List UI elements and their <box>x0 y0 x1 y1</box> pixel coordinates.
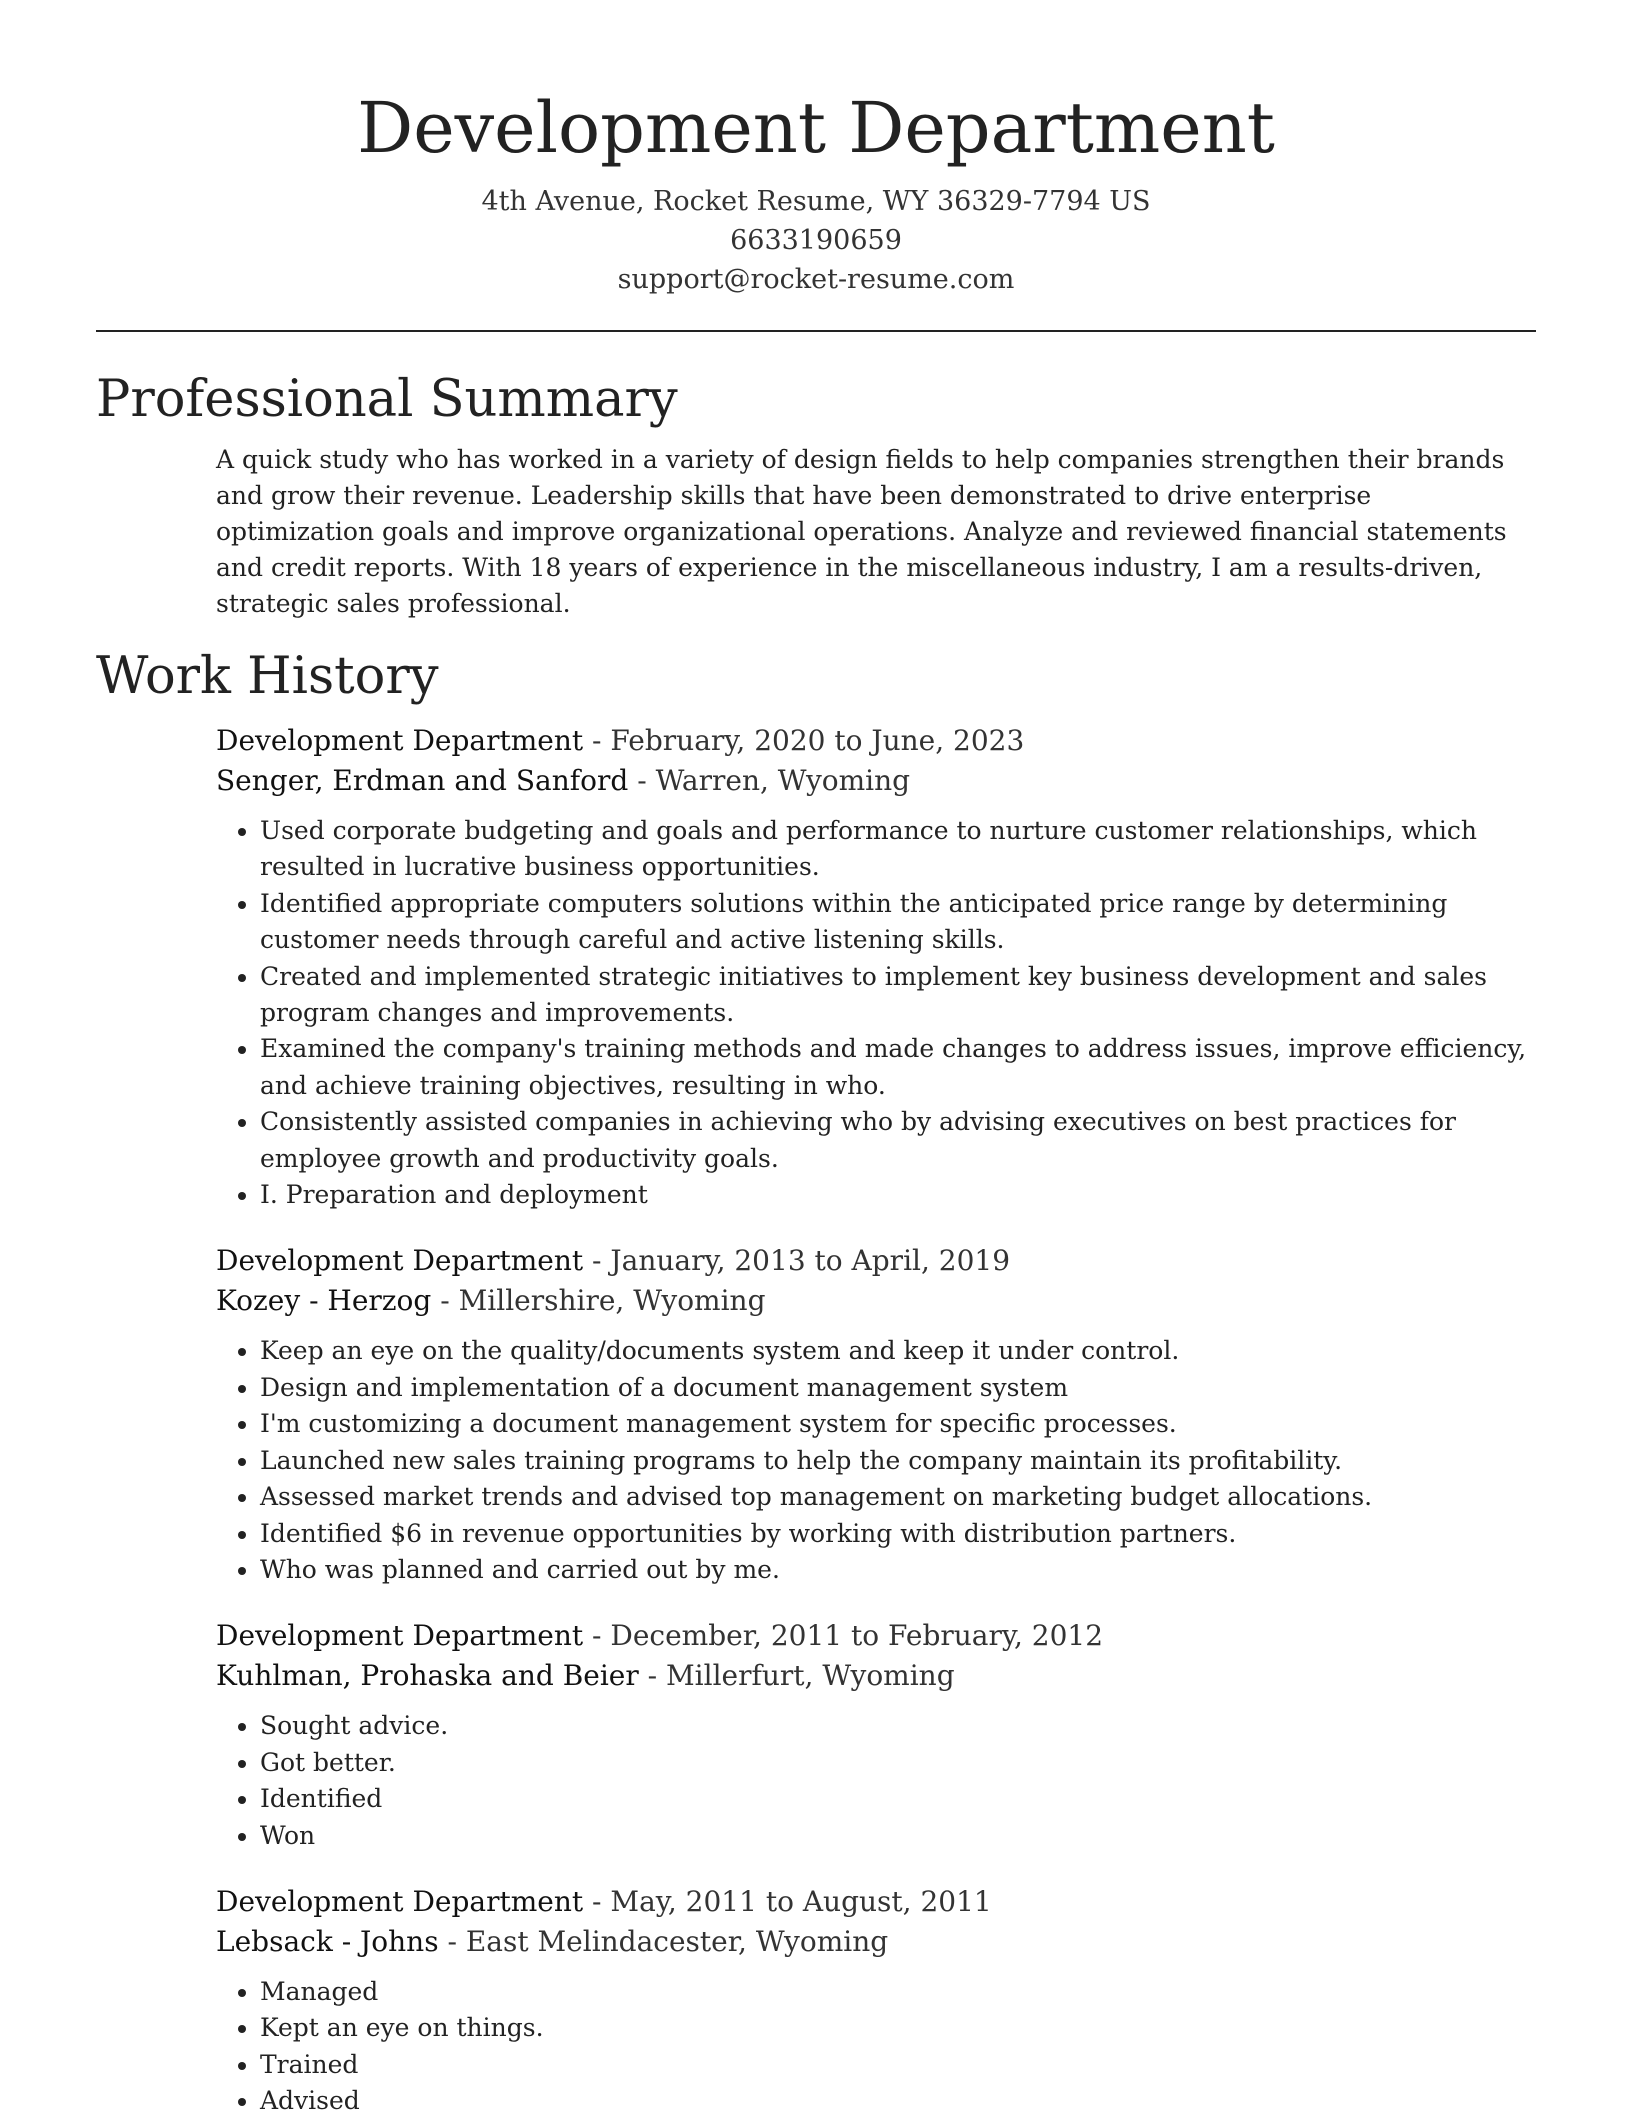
job-duties <box>216 1708 1536 1854</box>
job-dates: February, 2020 to June, 2023 <box>610 724 1025 757</box>
job-entry <box>216 1616 1536 1854</box>
job-separator: - <box>628 764 656 797</box>
job-position: Development Department <box>216 1244 584 1278</box>
job-title-line <box>216 1882 1536 1922</box>
job-location: Millerfurt, Wyoming <box>666 1659 955 1693</box>
duty-item: • Won <box>260 1818 1536 1854</box>
duty-item: • Created and implemented strategic initiatives to implement key business development and sales program changes and improvements. <box>260 959 1536 1032</box>
job-separator: - <box>583 724 611 757</box>
job-position: Development Department <box>216 1619 584 1653</box>
job-separator: - <box>431 1284 459 1318</box>
duty-item: • Got better. <box>260 1745 1536 1781</box>
contact-address: 4th Avenue, Rocket Resume, WY 36329-7794 US <box>481 186 1151 217</box>
job-title-line <box>216 1616 1536 1656</box>
job-separator: - <box>638 1659 667 1693</box>
job-title-line <box>216 721 1536 761</box>
duty-item: • Consistently assisted companies in achieving who by advising executives on best practices for employee growth and productivity goals. <box>260 1104 1536 1177</box>
resume-header <box>96 0 1536 299</box>
contact-block <box>96 182 1536 299</box>
duty-item: • Keep an eye on the quality/documents system and keep it under control. <box>260 1333 1536 1369</box>
contact-email: support@rocket-resume.com <box>617 264 1015 295</box>
duty-item: • Sought advice. <box>260 1708 1536 1744</box>
duty-item: • Launched new sales training programs to help the company maintain its profitability. <box>260 1443 1536 1479</box>
duty-item: • Identified <box>260 1781 1536 1817</box>
duty-item: • I'm customizing a document management system for specific processes. <box>260 1406 1536 1442</box>
duty-item: • Trained <box>260 2047 1536 2083</box>
work-history-heading: Work History <box>96 647 439 706</box>
job-duties <box>216 813 1536 1213</box>
header-divider <box>96 330 1536 332</box>
job-company: Senger, Erdman and Sanford <box>216 764 629 797</box>
duty-item: • Kept an eye on things. <box>260 2010 1536 2046</box>
duty-item: • Used corporate budgeting and goals and performance to nurture customer relationships, which resulted in lucrative business opportunities. <box>260 813 1536 886</box>
duty-item: • Design and implementation of a document management system <box>260 1370 1536 1406</box>
job-company: Kuhlman, Prohaska and Beier <box>216 1659 639 1693</box>
job-separator: - <box>583 1884 611 1918</box>
job-separator: - <box>438 1924 466 1958</box>
duty-item: • Identified appropriate computers solutions within the anticipated price range by determining customer needs through careful and active listening skills. <box>260 886 1536 959</box>
duty-item: • I. Preparation and deployment <box>260 1177 1536 1213</box>
summary-text: A quick study who has worked in a variety of design fields to help companies strengthen their brands and grow their revenue. Leadership skills that have been demonstrated to drive enterprise optimization goals and improve organizational operations. Analyze and reviewed financial statements and credit reports. With 18 years of experience in the miscellaneous industry, I am a results-driven, strategic sales professional. <box>216 445 1507 618</box>
summary-heading: Professional Summary <box>96 370 678 429</box>
duty-item: • Assessed market trends and advised top management on marketing budget allocations. <box>260 1479 1536 1515</box>
contact-phone: 6633190659 <box>730 225 902 256</box>
job-duties <box>216 1974 1536 2120</box>
job-duties <box>216 1333 1536 1588</box>
job-location: East Melindacester, Wyoming <box>465 1924 889 1958</box>
job-entry <box>216 1241 1536 1588</box>
job-position: Development Department <box>216 1884 584 1918</box>
candidate-name: Development Department <box>357 87 1275 169</box>
duty-item: • Identified $6 in revenue opportunities by working with distribution partners. <box>260 1516 1536 1552</box>
job-company-line <box>216 1281 1536 1321</box>
job-title-line <box>216 1241 1536 1281</box>
job-dates: May, 2011 to August, 2011 <box>610 1884 992 1918</box>
duty-item: • Examined the company's training methods and made changes to address issues, improve efficiency, and achieve training objectives, resulting in who. <box>260 1031 1536 1104</box>
resume-page <box>96 0 1536 2120</box>
duty-item: • Who was planned and carried out by me. <box>260 1552 1536 1588</box>
job-company-line <box>216 1922 1536 1962</box>
duty-item: • Managed <box>260 1974 1536 2010</box>
job-company: Lebsack - Johns <box>216 1924 439 1958</box>
job-separator: - <box>583 1619 611 1653</box>
job-position: Development Department <box>216 724 584 757</box>
job-company: Kozey - Herzog <box>216 1284 432 1318</box>
job-location: Millershire, Wyoming <box>458 1284 766 1318</box>
job-entry <box>216 1882 1536 2120</box>
job-entry <box>216 721 1536 1213</box>
job-dates: January, 2013 to April, 2019 <box>610 1244 1011 1278</box>
job-company-line <box>216 761 1536 801</box>
job-separator: - <box>583 1244 611 1278</box>
job-dates: December, 2011 to February, 2012 <box>610 1619 1104 1653</box>
work-history-list <box>216 721 1536 2120</box>
job-company-line <box>216 1656 1536 1696</box>
duty-item: • Advised <box>260 2083 1536 2119</box>
job-location: Warren, Wyoming <box>655 764 911 797</box>
